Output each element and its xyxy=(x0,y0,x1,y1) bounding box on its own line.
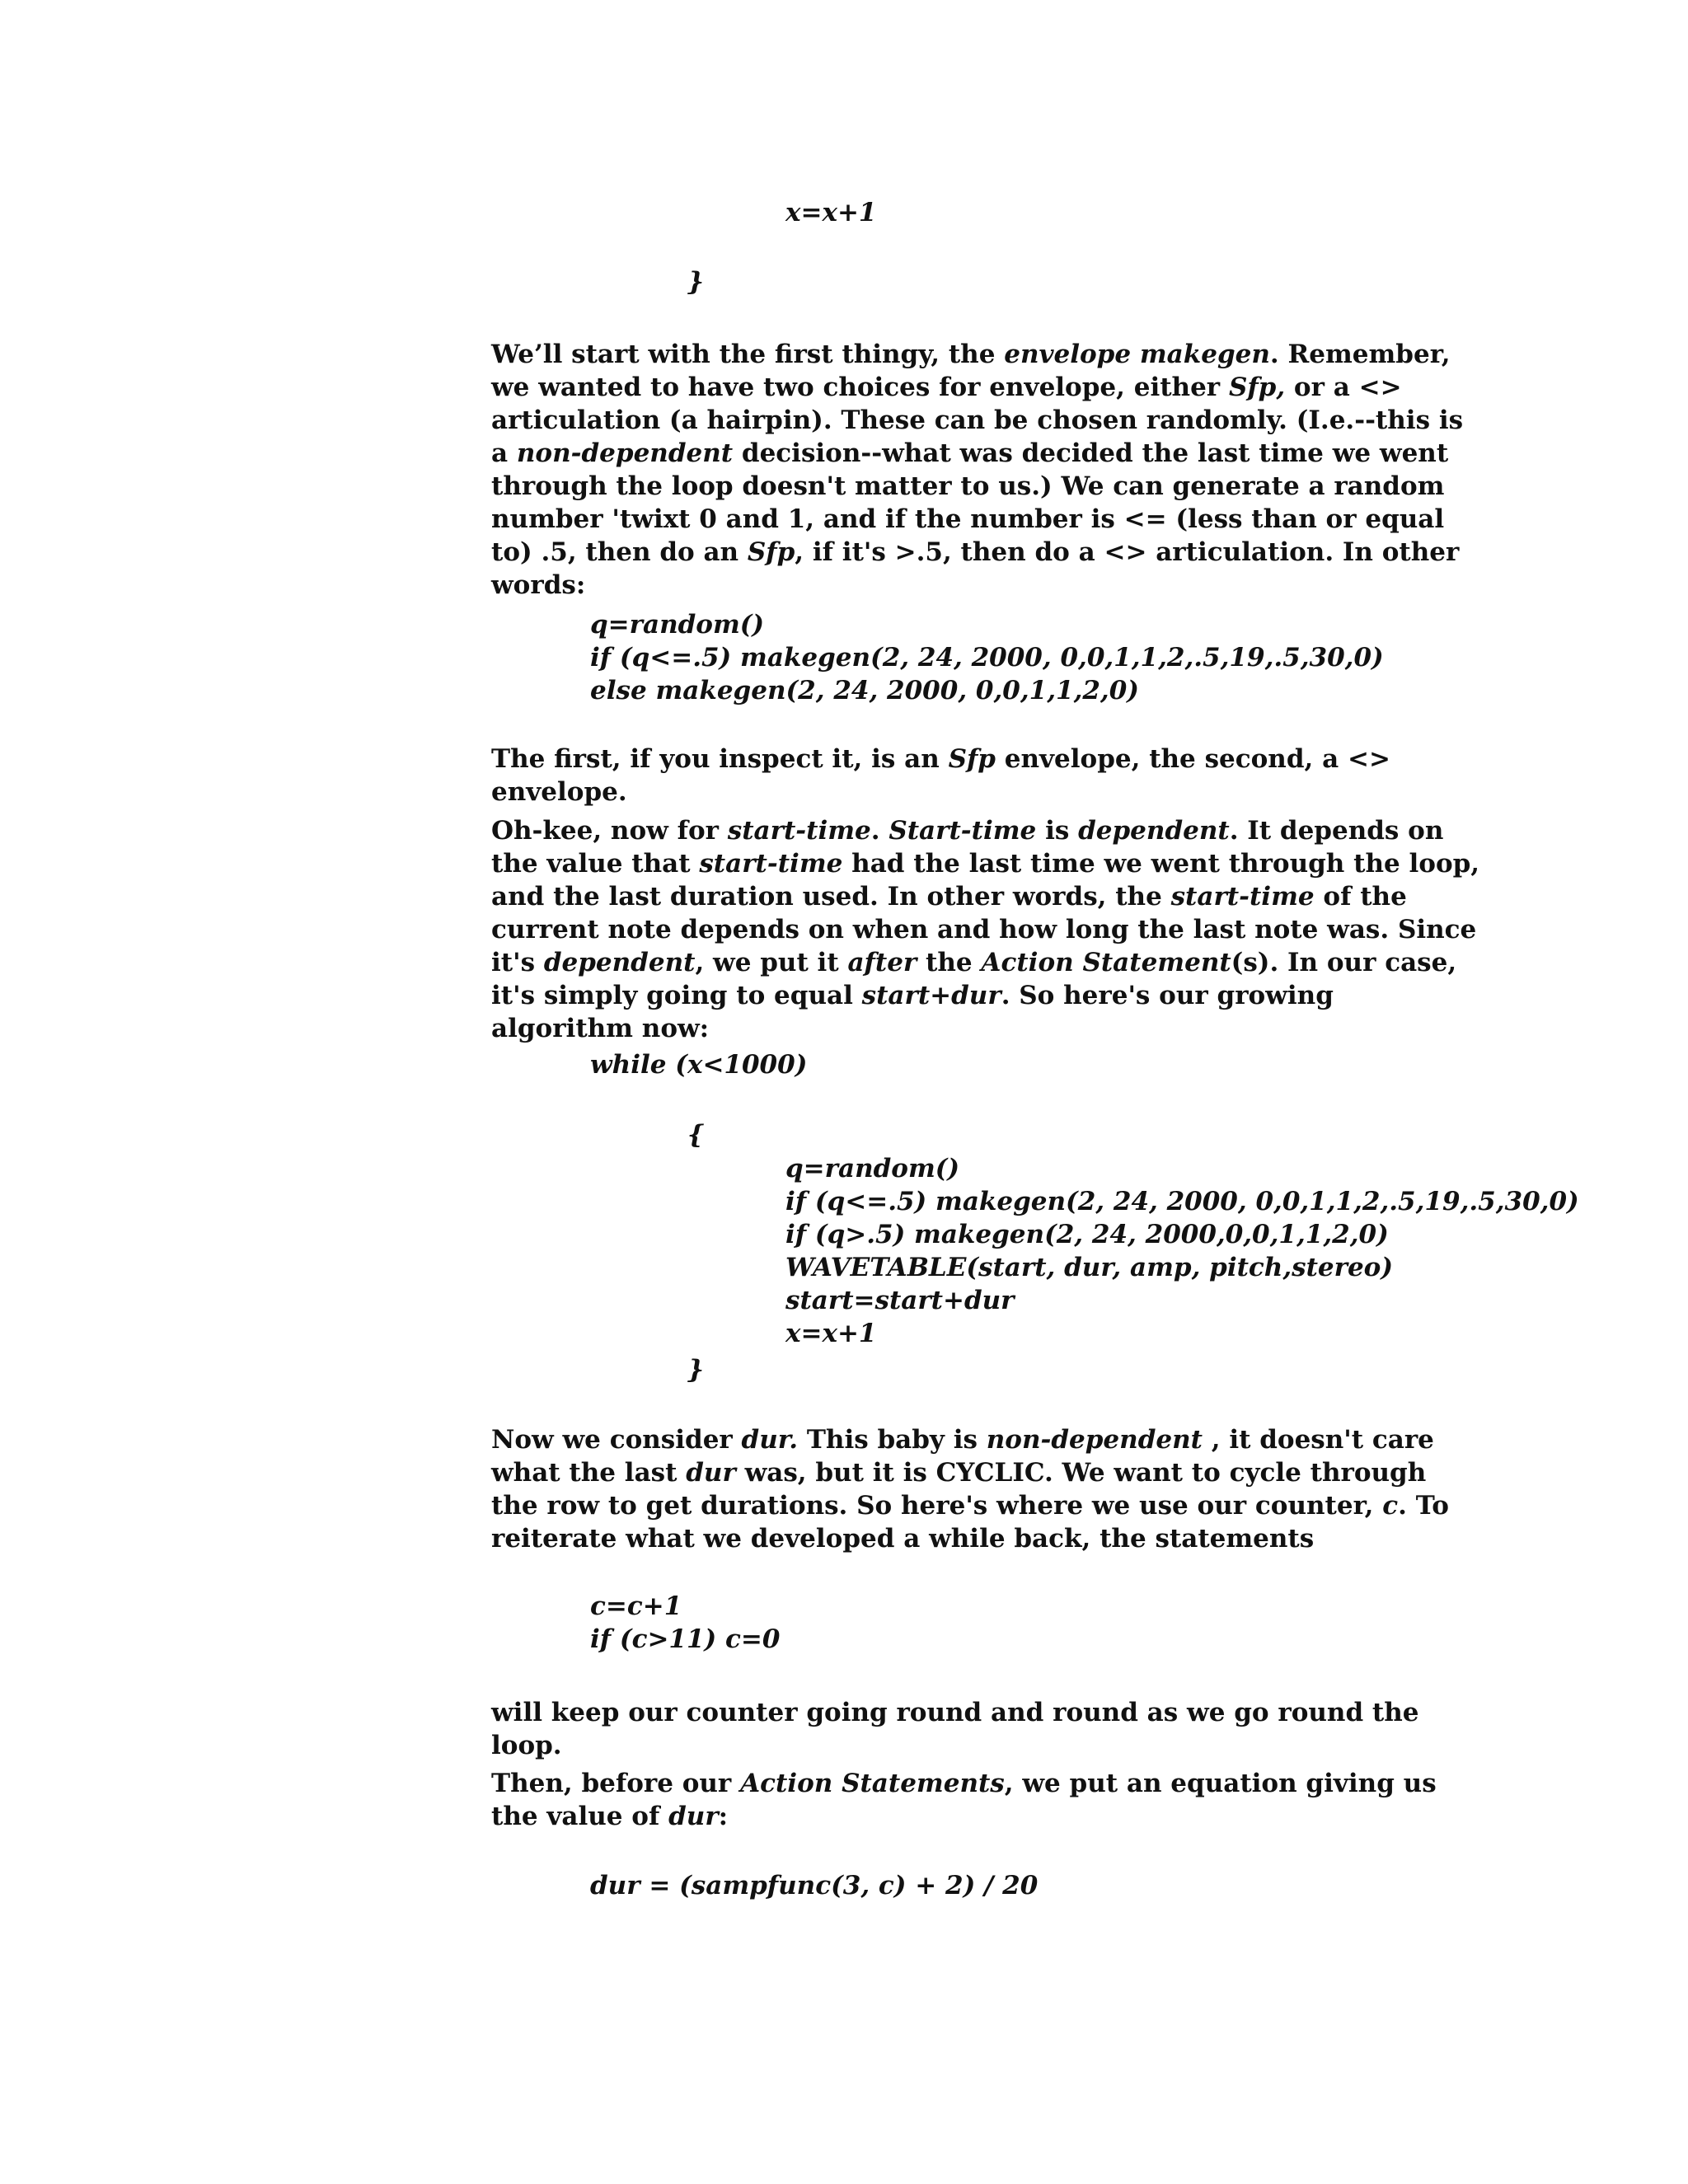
code-block-envelope xyxy=(590,608,1384,707)
code-block-dur-equation xyxy=(590,1869,1038,1902)
code-line: if (q<=.5) makegen(2, 24, 2000, 0,0,1,1,2,.5,19,.5,30,0) xyxy=(785,1187,1579,1216)
code-line: WAVETABLE(start, dur, amp, pitch,stereo) xyxy=(785,1253,1394,1282)
code-line: x=x+1 xyxy=(785,1319,877,1348)
paragraph-start-time: Oh-kee, now for start-time. Start-time is dependent. It depends on the value that start-time had the last time we went through the loop, and the last duration used. In other words, the start-time of the current note depends on when and how long the last note was. Since it's dependent, we put it after the Action Statement(s). In our case, it's simply going to equal start+dur. So here's our growing algorithm now: xyxy=(491,816,1480,1043)
code-while-statement: while (x<1000) xyxy=(590,1050,808,1080)
code-line: if (c>11) c=0 xyxy=(590,1624,781,1654)
code-line: q=random() xyxy=(785,1154,960,1183)
code-block-counter xyxy=(590,1590,780,1656)
code-loop-body xyxy=(785,1152,1579,1350)
code-brace-open: { xyxy=(687,1120,704,1150)
code-line: q=random() xyxy=(590,610,765,640)
code-line: start=start+dur xyxy=(785,1286,1015,1315)
code-brace-close: } xyxy=(687,267,704,297)
paragraph-counter-note: will keep our counter going round and round as we go round the loop. xyxy=(491,1698,1419,1760)
code-line: if (q>.5) makegen(2, 24, 2000,0,0,1,1,2,0) xyxy=(785,1220,1389,1249)
paragraph-envelope-intro: We’ll start with the first thingy, the envelope makegen. Remember, we wanted to have two choices for envelope, either Sfp, or a <> articulation (a hairpin). These can be chosen randomly. (I.e.--this is a non-dependent decision--what was decided the last time we went through the loop doesn't matter to us.) We can generate a random number 'twixt 0 and 1, and if the number is <= (less than or equal to) .5, then do an Sfp, if it's >.5, then do a <> articulation. In other words: xyxy=(491,340,1464,600)
code-line-x-increment: x=x+1 xyxy=(785,198,877,227)
code-line: c=c+1 xyxy=(590,1591,682,1621)
code-brace-close: } xyxy=(687,1355,704,1385)
code-line: if (q<=.5) makegen(2, 24, 2000, 0,0,1,1,2,.5,19,.5,30,0) xyxy=(590,643,1384,673)
code-line: dur = (sampfunc(3, c) + 2) / 20 xyxy=(590,1871,1039,1900)
paragraph-envelope-explanation: The first, if you inspect it, is an Sfp envelope, the second, a <> envelope. xyxy=(491,744,1390,807)
paragraph-duration: Now we consider dur. This baby is non-dependent , it doesn't care what the last dur was, but it is CYCLIC. We want to cycle through the row to get durations. So here's where we use our counter, c. To reiterate what we developed a while back, the statements xyxy=(491,1425,1449,1554)
paragraph-dur-equation-intro: Then, before our Action Statements, we put an equation giving us the value of dur: xyxy=(491,1769,1437,1831)
code-line: else makegen(2, 24, 2000, 0,0,1,1,2,0) xyxy=(590,676,1139,705)
